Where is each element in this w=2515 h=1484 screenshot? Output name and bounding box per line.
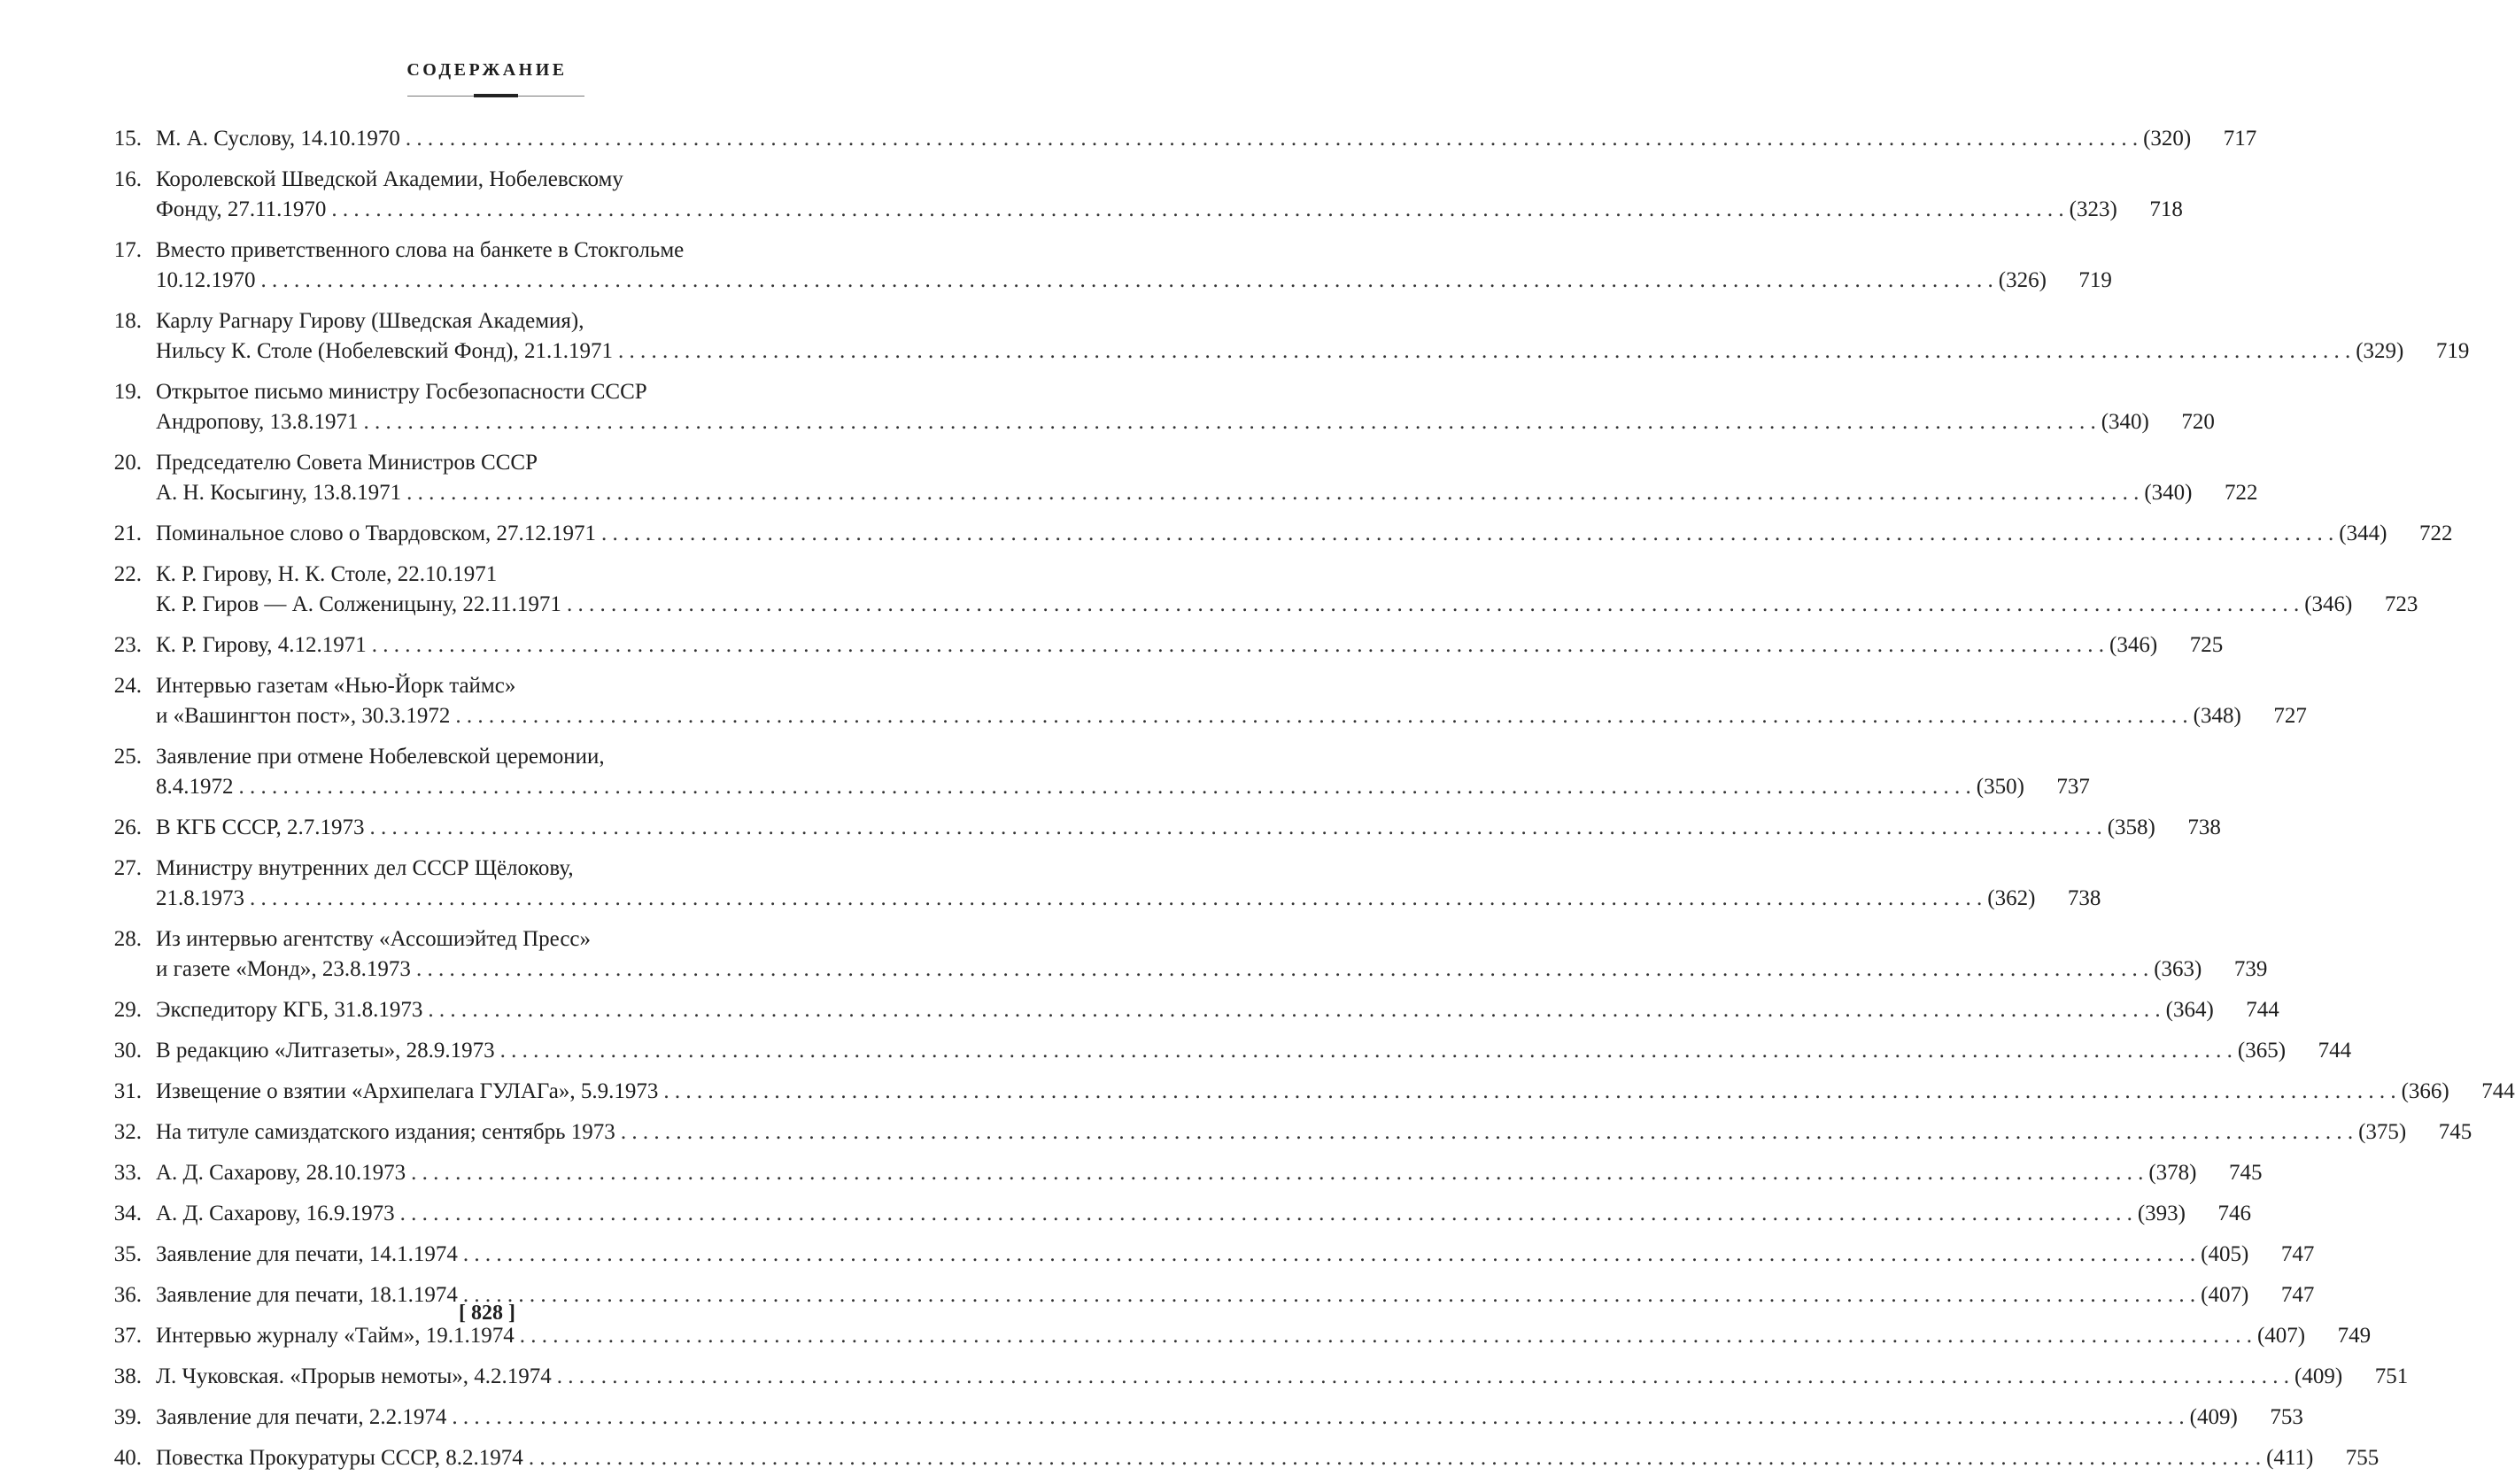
entry-title-line: Председателю Совета Министров СССР [156, 451, 538, 475]
dot-leader [663, 1077, 2395, 1107]
entry-title [156, 448, 2192, 508]
toc-entry [106, 1036, 2352, 1066]
entry-last-line [156, 813, 2155, 843]
entry-page: 749 [2337, 1324, 2372, 1348]
dot-leader [369, 813, 2101, 843]
entry-reference: (346) [2109, 633, 2158, 657]
entry-title [156, 1403, 2238, 1433]
entry-title [156, 519, 2387, 549]
entry-title-text: Андропову, 13.8.1971 [156, 410, 359, 434]
entry-number: 36. [113, 1283, 142, 1307]
toc-entry [106, 1077, 2515, 1107]
entry-title-text: Нильсу К. Столе (Нобелевский Фонд), 21.1.1971 [156, 339, 613, 363]
entry-title-text: М. А. Суслову, 14.10.1970 [156, 127, 400, 151]
entry-page: 719 [2078, 268, 2112, 292]
entry-page: 751 [2374, 1364, 2409, 1388]
entry-last-line [156, 195, 2117, 225]
entry-title [156, 854, 2035, 914]
entry-last-line [156, 1403, 2238, 1433]
entry-reference: (365) [2237, 1039, 2287, 1063]
entry-reference: (326) [1998, 268, 2047, 292]
entry-title-text: Заявление для печати, 18.1.1974 [156, 1283, 458, 1307]
toc-entry [106, 1403, 2303, 1433]
entry-reference: (375) [2358, 1120, 2407, 1144]
entry-page: 722 [2418, 522, 2453, 545]
entry-title [156, 1443, 2313, 1473]
entry-title [156, 165, 2117, 225]
entry-page: 747 [2280, 1242, 2315, 1266]
entry-page: 745 [2438, 1120, 2472, 1144]
toc-entry [106, 1321, 2372, 1351]
entry-reference: (363) [2154, 957, 2202, 981]
entry-title-line: К. Р. Гирову, Н. К. Столе, 22.10.1971 [156, 562, 498, 586]
entry-title-text: А. Н. Косыгину, 13.8.1971 [156, 481, 402, 505]
dot-leader [250, 884, 1982, 914]
toc-entry [106, 854, 2101, 914]
entry-title [156, 671, 2241, 731]
entry-reference: (346) [2304, 592, 2353, 616]
entry-page: 723 [2384, 592, 2418, 616]
entry-page: 746 [2217, 1202, 2251, 1225]
entry-last-line [156, 336, 2403, 367]
entry-reference: (358) [2107, 815, 2155, 839]
entry-title [156, 124, 2191, 154]
entry-title [156, 630, 2157, 661]
toc-entry [106, 1443, 2380, 1473]
entry-title [156, 1321, 2305, 1351]
entry-number: 23. [113, 633, 142, 657]
dot-leader [500, 1036, 2233, 1066]
entry-title [156, 924, 2202, 985]
entry-title [156, 1199, 2186, 1229]
entry-title-line: Из интервью агентству «Ассошиэйтед Пресс» [156, 927, 592, 951]
entry-title [156, 1362, 2342, 1392]
entry-last-line [156, 1077, 2449, 1107]
entry-title-text: В КГБ СССР, 2.7.1973 [156, 815, 365, 839]
entry-page: 725 [2189, 633, 2224, 657]
entry-reference: (407) [2256, 1324, 2306, 1348]
entry-title [156, 236, 2047, 296]
toc-entry [106, 995, 2279, 1025]
entry-last-line [156, 1362, 2342, 1392]
entry-page: 720 [2181, 410, 2215, 434]
entry-page: 744 [2318, 1039, 2352, 1063]
entry-number: 40. [113, 1446, 142, 1470]
entry-reference: (405) [2201, 1242, 2249, 1266]
entry-number: 22. [113, 562, 142, 586]
entry-last-line [156, 478, 2192, 508]
entry-reference: (323) [2069, 197, 2117, 221]
entry-title-text: На титуле самиздатского издания; сентябрь 1973 [156, 1120, 615, 1144]
entry-title-line: Королевской Шведской Академии, Нобелевскому [156, 167, 623, 191]
entry-number: 15. [113, 127, 142, 151]
entry-page: 738 [2067, 886, 2101, 910]
toc-entry [106, 124, 2257, 154]
entry-reference: (350) [1976, 775, 2024, 799]
entry-title-line: Вместо приветственного слова на банкете в Стокгольме [156, 238, 685, 262]
entry-last-line [156, 995, 2214, 1025]
entry-number: 25. [113, 745, 142, 769]
toc-entry [106, 1199, 2251, 1229]
entry-reference: (362) [1987, 886, 2036, 910]
entry-last-line [156, 955, 2202, 985]
toc-entry [106, 630, 2224, 661]
page-number: [ 828 ] [459, 1302, 515, 1325]
entry-number: 39. [113, 1405, 142, 1429]
toc-entry [106, 671, 2307, 731]
entry-page: 753 [2270, 1405, 2303, 1429]
entry-reference: (411) [2266, 1446, 2314, 1470]
dot-leader [331, 195, 2063, 225]
entry-reference: (344) [2339, 522, 2387, 545]
entry-number: 24. [113, 674, 142, 698]
dot-leader [618, 336, 2350, 367]
entry-number: 18. [113, 309, 142, 333]
dot-leader [363, 407, 2095, 437]
entry-title [156, 1117, 2406, 1148]
running-head: СОДЕРЖАНИЕ [406, 60, 568, 80]
entry-title [156, 1036, 2286, 1066]
toc-entry [106, 306, 2470, 367]
entry-title-text: В редакцию «Литгазеты», 28.9.1973 [156, 1039, 495, 1063]
entry-title [156, 742, 2024, 802]
entry-page: 739 [2233, 957, 2268, 981]
toc-entry [106, 519, 2453, 549]
entry-title [156, 1158, 2197, 1188]
dot-leader [239, 772, 1971, 802]
entry-title-text: Повестка Прокуратуры СССР, 8.2.1974 [156, 1446, 523, 1470]
entry-number: 17. [113, 238, 142, 262]
dot-leader [416, 955, 2148, 985]
entry-number: 28. [113, 927, 142, 951]
entry-title-text: и «Вашингтон пост», 30.3.1972 [156, 704, 451, 728]
entry-number: 32. [113, 1120, 142, 1144]
entry-last-line [156, 1443, 2313, 1473]
dot-leader [261, 266, 1993, 296]
dot-leader [463, 1240, 2195, 1270]
entry-title-line: Карлу Рагнару Гирову (Шведская Академия), [156, 309, 584, 333]
entry-reference: (409) [2189, 1405, 2238, 1429]
entry-title [156, 306, 2403, 367]
entry-title-text: Заявление для печати, 14.1.1974 [156, 1242, 458, 1266]
entry-number: 38. [113, 1364, 142, 1388]
entry-last-line [156, 519, 2387, 549]
entry-reference: (340) [2144, 481, 2193, 505]
toc-entry [106, 1240, 2315, 1270]
entry-title-text: А. Д. Сахарову, 28.10.1973 [156, 1161, 406, 1185]
entry-last-line [156, 884, 2035, 914]
entry-page: 744 [2481, 1079, 2515, 1103]
entry-last-line [156, 266, 2047, 296]
toc-entry [106, 1117, 2472, 1148]
entry-page: 718 [2149, 197, 2183, 221]
entry-title-text: Интервью журналу «Тайм», 19.1.1974 [156, 1324, 515, 1348]
entry-number: 34. [113, 1202, 142, 1225]
dot-leader [406, 478, 2139, 508]
toc-entry [106, 1158, 2263, 1188]
dot-leader [520, 1321, 2252, 1351]
dot-leader [406, 124, 2138, 154]
toc-entry [106, 377, 2215, 437]
entry-page: 755 [2345, 1446, 2380, 1470]
entry-number: 21. [113, 522, 142, 545]
entry-last-line [156, 590, 2352, 620]
toc-entry [106, 813, 2221, 843]
entry-page: 738 [2187, 815, 2221, 839]
entry-page: 727 [2273, 704, 2307, 728]
dot-leader [529, 1443, 2261, 1473]
entry-last-line [156, 1117, 2406, 1148]
dot-leader [411, 1158, 2143, 1188]
entry-title-text: Фонду, 27.11.1970 [156, 197, 327, 221]
entry-number: 20. [113, 451, 142, 475]
entry-title-text: 8.4.1972 [156, 775, 234, 799]
entry-title-line: Министру внутренних дел СССР Щёлокову, [156, 856, 574, 880]
entry-title-text: К. Р. Гиров — А. Солженицыну, 22.11.1971 [156, 592, 561, 616]
entry-title-text: Поминальное слово о Твардовском, 27.12.1971 [156, 522, 597, 545]
entry-last-line [156, 630, 2157, 661]
entry-reference: (407) [2201, 1283, 2249, 1307]
header-rule-accent [474, 94, 518, 97]
entry-page: 744 [2246, 998, 2279, 1022]
dot-leader [557, 1362, 2289, 1392]
entry-title-text: К. Р. Гирову, 4.12.1971 [156, 633, 367, 657]
dot-leader [567, 590, 2299, 620]
entry-reference: (366) [2401, 1079, 2449, 1103]
entry-page: 737 [2056, 775, 2090, 799]
dot-leader [400, 1199, 2132, 1229]
dot-leader [601, 519, 2333, 549]
dot-leader [452, 1403, 2184, 1433]
toc-entry [106, 742, 2090, 802]
header-rule [407, 96, 584, 97]
entry-page: 745 [2229, 1161, 2263, 1185]
entry-title-line: Заявление при отмене Нобелевской церемонии, [156, 745, 605, 769]
entry-title [156, 1077, 2449, 1107]
entry-number: 16. [113, 167, 142, 191]
entry-last-line [156, 1240, 2248, 1270]
dot-leader [372, 630, 2104, 661]
entry-reference: (320) [2143, 127, 2192, 151]
dot-leader [455, 701, 2187, 731]
entry-reference: (409) [2294, 1364, 2343, 1388]
entry-number: 31. [113, 1079, 142, 1103]
entry-last-line [156, 772, 2024, 802]
entry-title-text: и газете «Монд», 23.8.1973 [156, 957, 411, 981]
entry-page: 719 [2435, 339, 2470, 363]
entry-reference: (340) [2101, 410, 2149, 434]
entry-number: 26. [113, 815, 142, 839]
entry-number: 37. [113, 1324, 142, 1348]
entry-title-text: Заявление для печати, 2.2.1974 [156, 1405, 447, 1429]
entry-title-text: Извещение о взятии «Архипелага ГУЛАГа», 5.9.1973 [156, 1079, 659, 1103]
toc-entry [106, 448, 2258, 508]
dot-leader [621, 1117, 2353, 1148]
entry-page: 717 [2223, 127, 2257, 151]
toc-entry [106, 236, 2112, 296]
entry-reference: (393) [2137, 1202, 2186, 1225]
entry-last-line [156, 1036, 2286, 1066]
entry-last-line [156, 1199, 2186, 1229]
entry-number: 30. [113, 1039, 142, 1063]
entry-page: 747 [2280, 1283, 2315, 1307]
entry-number: 29. [113, 998, 142, 1022]
entry-title-text: А. Д. Сахарову, 16.9.1973 [156, 1202, 395, 1225]
entry-last-line [156, 1321, 2305, 1351]
toc-entry [106, 560, 2418, 620]
entry-reference: (348) [2193, 704, 2241, 728]
toc-entry [106, 1362, 2409, 1392]
entry-title [156, 1240, 2248, 1270]
entry-number: 35. [113, 1242, 142, 1266]
entry-title-text: Экспедитору КГБ, 31.8.1973 [156, 998, 423, 1022]
entry-title-text: 21.8.1973 [156, 886, 244, 910]
entry-title-text: 10.12.1970 [156, 268, 256, 292]
entry-number: 19. [113, 380, 142, 404]
toc-entry [106, 165, 2183, 225]
entry-title-text: Л. Чуковская. «Прорыв немоты», 4.2.1974 [156, 1364, 552, 1388]
entry-number: 27. [113, 856, 142, 880]
entry-last-line [156, 124, 2191, 154]
entry-title [156, 995, 2214, 1025]
entry-page: 722 [2224, 481, 2258, 505]
entry-reference: (378) [2148, 1161, 2197, 1185]
dot-leader [428, 995, 2160, 1025]
entry-title-line: Открытое письмо министру Госбезопасности СССР [156, 380, 647, 404]
entry-last-line [156, 1158, 2197, 1188]
entry-last-line [156, 701, 2241, 731]
entry-title [156, 377, 2149, 437]
toc-entry [106, 924, 2268, 985]
entry-reference: (364) [2165, 998, 2214, 1022]
entry-title [156, 560, 2352, 620]
entry-last-line [156, 407, 2149, 437]
entry-title [156, 813, 2155, 843]
entry-reference: (329) [2356, 339, 2404, 363]
table-of-contents [106, 124, 2515, 1484]
entry-title-line: Интервью газетам «Нью-Йорк таймс» [156, 674, 516, 698]
entry-number: 33. [113, 1161, 142, 1185]
